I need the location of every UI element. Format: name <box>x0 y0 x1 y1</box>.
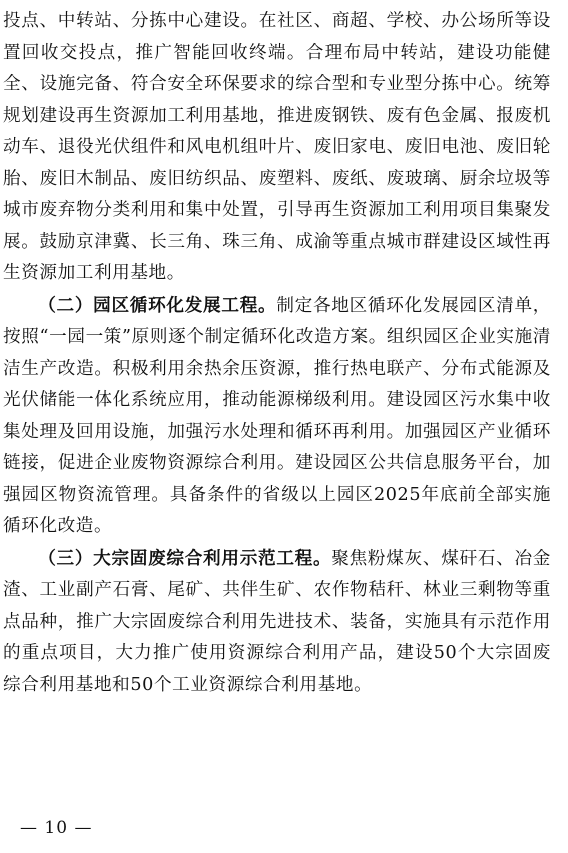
paragraph-text: 投点、中转站、分拣中心建设。在社区、商超、学校、办公场所等设置回收交投点，推广智能回收终端。合理布局中转站，建设功能健全、设施完备、符合安全环保要求的综合型和专业型分拣中心。统筹规划建设再生资源加工利用基地，推进废钢铁、废有色金属、报废机动车、退役光伏组件和风电机组叶片、废旧家电、废旧电池、废旧轮胎、废旧木制品、废旧纺织品、废塑料、废纸、废玻璃、厨余垃圾等城市废弃物分类利用和集中处置，引导再生资源加工利用项目集聚发展。鼓励京津冀、长三角、珠三角、成渝等重点城市群建设区域性再生资源加工利用基地。 <box>3 11 551 283</box>
section-heading: （三）大宗固废综合利用示范工程。 <box>38 547 332 569</box>
page-number: — 10 — <box>20 818 93 838</box>
paragraph-solid-waste-demonstration <box>3 543 551 702</box>
paragraph-text: 制定各地区循环化发展园区清单，按照“一园一策”原则逐个制定循环化改造方案。组织园区企业实施清洁生产改造。积极利用余热余压资源，推行热电联产、分布式能源及光伏储能一体化系统应用，推动能源梯级利用。建设园区污水集中收集处理及回用设施，加强污水处理和循环再利用。加强园区产业循环链接，促进企业废物资源综合利用。建设园区公共信息服务平台，加强园区物资流管理。具备条件的省级以上园区2025年底前全部实施循环化改造。 <box>3 295 551 536</box>
document-page <box>3 6 551 701</box>
paragraph-text: 聚焦粉煤灰、煤矸石、冶金渣、工业副产石膏、尾矿、共伴生矿、农作物秸秆、林业三剩物等重点品种，推广大宗固废综合利用先进技术、装备，实施具有示范作用的重点项目，大力推广使用资源综合利用产品，建设50个大宗固废综合利用基地和50个工业资源综合利用基地。 <box>3 548 551 695</box>
paragraph-recycling-network <box>3 6 551 290</box>
paragraph-park-circular-development <box>3 290 551 543</box>
section-heading: （二）园区循环化发展工程。 <box>38 294 277 316</box>
